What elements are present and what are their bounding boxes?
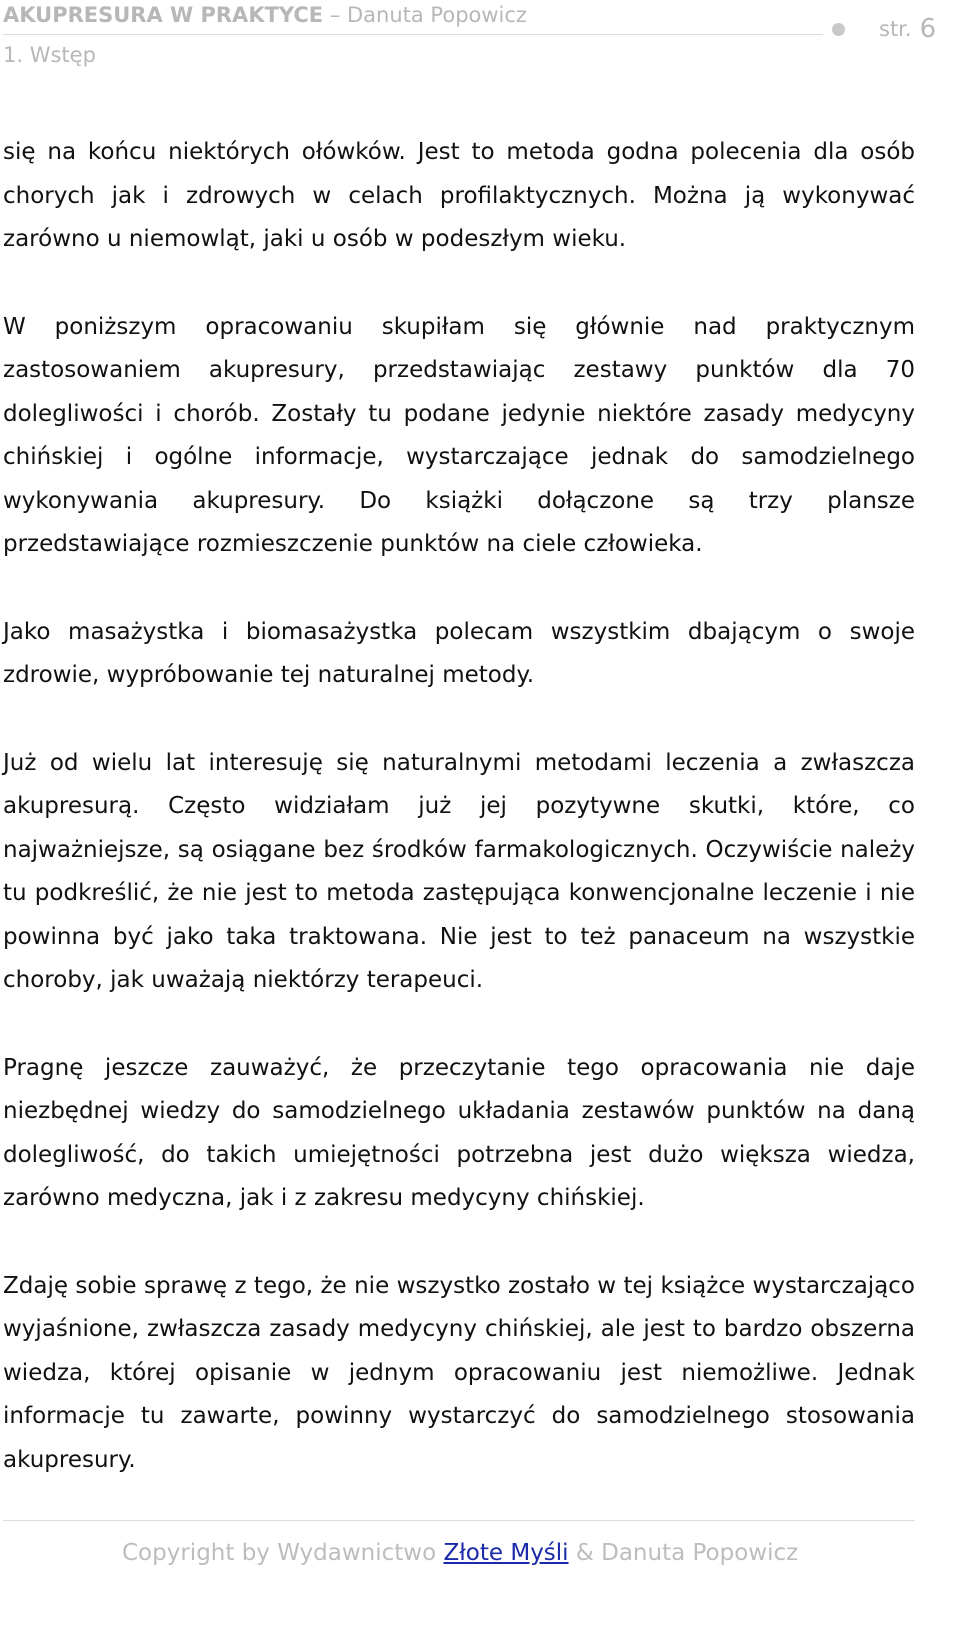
page-indicator (832, 14, 936, 44)
author-name: Danuta Popowicz (347, 3, 527, 27)
paragraph-6: Zdaję sobie sprawę z tego, że nie wszystko zostało w tej książce wystarczająco wyjaśnione, zwłaszcza zasady medycyny chińskiej, ale jest to bardzo obszerna wiedza, której opisanie w jednym opracowaniu jest niemożliwe. Jednak informacje tu zawarte, powinny wystarczyć do samodzielnego stosowania akupresury. (3, 1272, 915, 1473)
footer-divider (3, 1520, 915, 1521)
chapter-title: 1. Wstęp (3, 43, 96, 67)
page-body (3, 131, 915, 1482)
bullet-icon (832, 23, 845, 36)
page-number: 6 (919, 14, 937, 44)
title-separator: – (323, 3, 347, 27)
running-title (3, 0, 527, 30)
page-header (0, 0, 960, 80)
copyright-line (122, 1536, 798, 1570)
paragraph-1: się na końcu niektórych ołówków. Jest to metoda godna polecenia dla osób chorych jak i zdrowych w celach profilaktycznych. Można ją wykonywać zarówno u niemowląt, jaki u osób w podeszłym wieku. (3, 139, 915, 252)
paragraph-5: Pragnę jeszcze zauważyć, że przeczytanie tego opracowania nie daje niezbędnej wiedzy do samodzielnego układania zestawów punktów na daną dolegliwość, do takich umiejętności potrzebna jest dużo większa wiedza, zarówno medyczna, jak i z zakresu medycyny chińskiej. (3, 1054, 915, 1211)
page-footer (0, 1520, 960, 1644)
copyright-suffix: & Danuta Popowicz (568, 1540, 799, 1566)
header-divider (3, 34, 823, 35)
publisher-link[interactable]: Złote Myśli (443, 1540, 569, 1566)
paragraph-2: W poniższym opracowaniu skupiłam się głównie nad praktycznym zastosowaniem akupresury, przedstawiając zestawy punktów dla 70 dolegliwości i chorób. Zostały tu podane jedynie niektóre zasady medycyny chińskiej i ogólne informacje, wystarczające jednak do samodzielnego wykonywania akupresury. Do książki dołączone są trzy plansze przedstawiające rozmieszczenie punktów na ciele człowieka. (3, 313, 915, 557)
paragraph-3: Jako masażystka i biomasażystka polecam wszystkim dbającym o swoje zdrowie, wypróbowanie tej naturalnej metody. (3, 618, 915, 688)
paragraph-4: Już od wielu lat interesuję się naturalnymi metodami leczenia a zwłaszcza akupresurą. Często widziałam już jej pozytywne skutki, które, co najważniejsze, są osiągane bez środków farmakologicznych. Oczywiście należy tu podkreślić, że nie jest to metoda zastępująca konwencjonalne leczenie i nie powinna być jako taka traktowana. Nie jest to też panaceum na wszystkie choroby, jak uważają niektórzy terapeuci. (3, 749, 915, 993)
page-label: str. (879, 17, 912, 41)
book-title: AKUPRESURA W PRAKTYCE (3, 3, 324, 27)
copyright-prefix: Copyright by Wydawnictwo (122, 1540, 444, 1566)
